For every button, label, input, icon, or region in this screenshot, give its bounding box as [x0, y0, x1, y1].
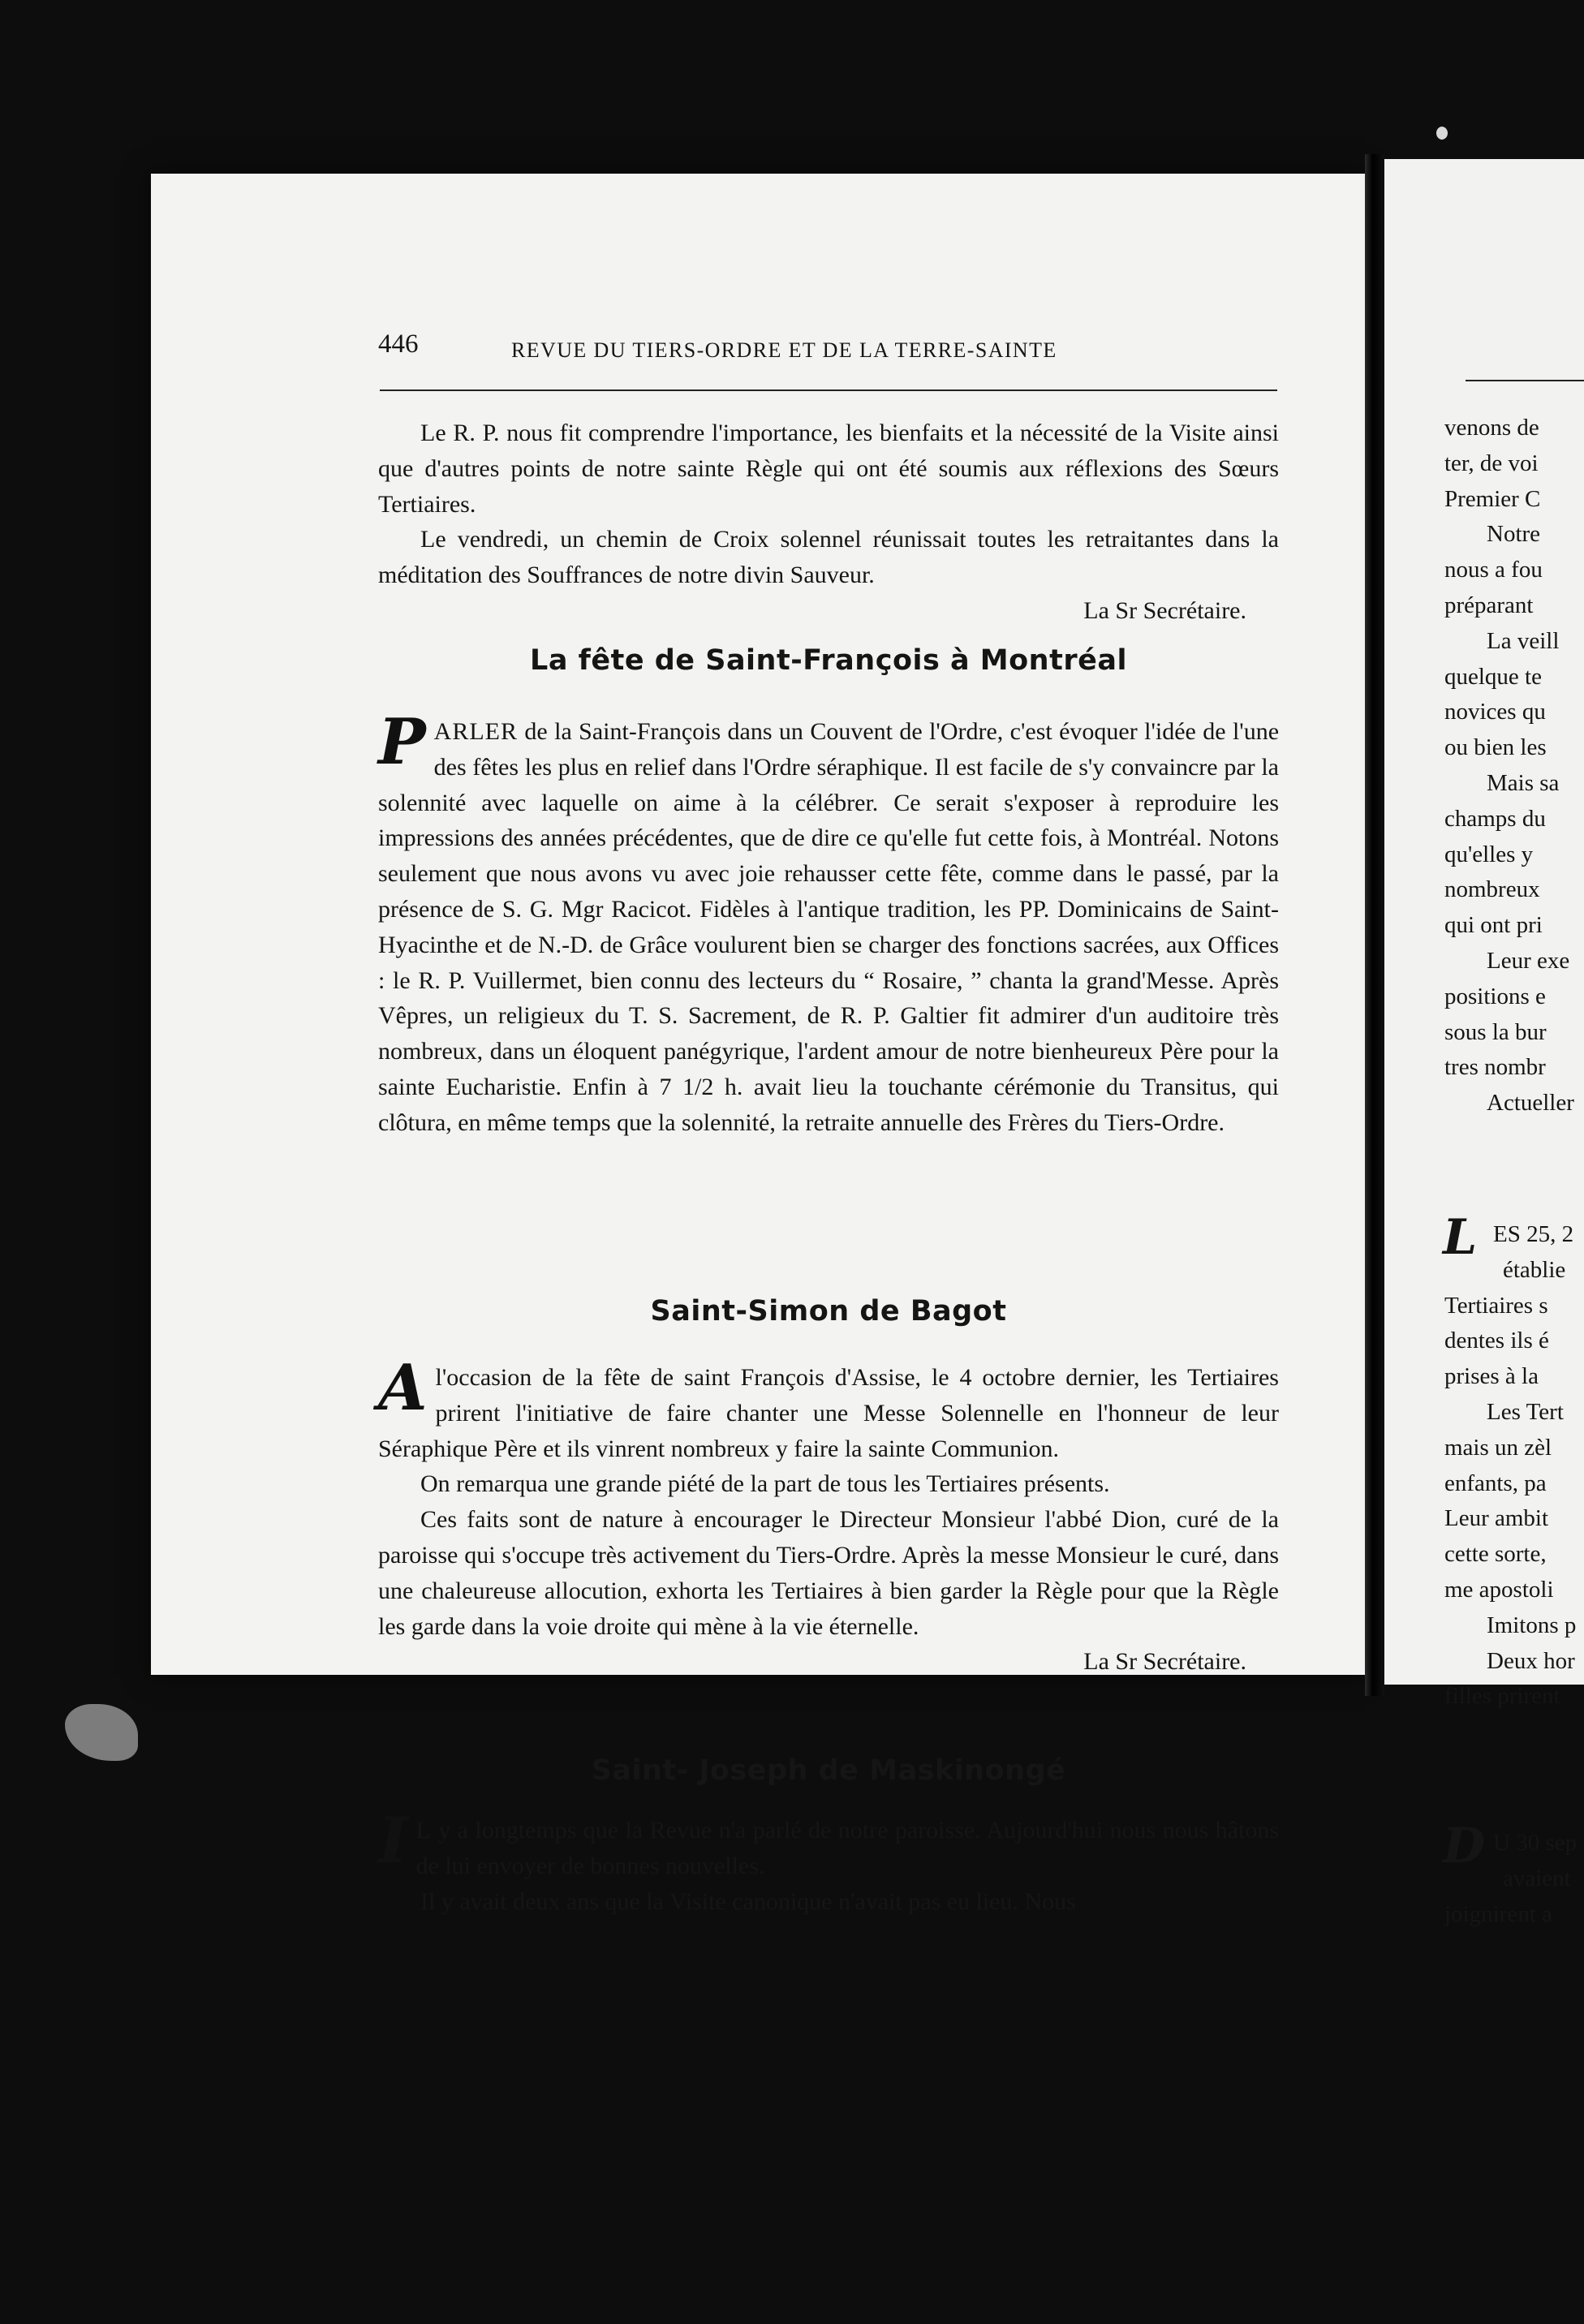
- right-fragment-line: qui ont pri: [1444, 912, 1543, 939]
- right-fragment-line: sous la bur: [1444, 1018, 1547, 1045]
- scan-debris: [65, 1704, 138, 1761]
- intro-paragraph-1: Le R. P. nous fit comprendre l'importance, les bienfaits et la nécessité de la Visite ainsi que d'autres points de notre sainte Règle qui ont été soumis aux réflexions des Sœurs Tertiaires.: [378, 420, 1279, 518]
- lead-letter: L: [415, 1817, 432, 1844]
- right-fragment-line: prises à la: [1444, 1363, 1539, 1390]
- right-fragment-line: nous a fou: [1444, 557, 1543, 583]
- intro-paragraph-2: Le vendredi, un chemin de Croix solennel réunissait toutes les retraitantes dans la méditation des Souffrances de notre divin Sauveur.: [378, 526, 1279, 589]
- page-number: 446: [378, 329, 419, 359]
- right-fragment-line: Deux hor: [1487, 1647, 1575, 1674]
- right-fragment-line: tres nombr: [1444, 1054, 1546, 1081]
- dropcap-p: P: [378, 705, 426, 779]
- intro-signature: La Sr Secrétaire.: [1083, 596, 1246, 624]
- maskinonge-paragraph-2: Il y avait deux ans que la Visite canonique n'avait pas eu lieu. Nous: [420, 1887, 1076, 1915]
- right-fragment-line: ES 25, 2: [1493, 1221, 1574, 1247]
- right-fragment-line: ou bien les: [1444, 734, 1547, 761]
- running-head: REVUE DU TIERS-ORDRE ET DE LA TERRE-SAINTE: [511, 338, 1057, 362]
- bagot-paragraph-2: On remarqua une grande piété de la part de tous les Tertiaires présents.: [420, 1470, 1110, 1498]
- maskinonge-paragraph-1: y a longtemps que la Revue n'a parlé de notre paroisse. Aujourd'hui nous nous hâtons de lui envoyer de bonnes nouvelles.: [415, 1817, 1279, 1879]
- right-header-rule: [1466, 380, 1584, 381]
- right-fragment-line: Les Tert: [1487, 1399, 1564, 1425]
- header-rule: [380, 389, 1277, 391]
- right-fragment-line: Leur exe: [1487, 948, 1570, 974]
- right-fragment-line: ter, de voi: [1444, 450, 1539, 476]
- right-fragment-line: établie: [1503, 1256, 1566, 1283]
- right-fragment-line: venons de: [1444, 415, 1539, 441]
- right-fragment-line: Leur ambit: [1444, 1505, 1549, 1532]
- bagot-paragraph-1: l'occasion de la fête de saint François d'Assise, le 4 octobre dernier, les Tertiaires prirent l'initiative de faire chanter une Messe Solennelle en l'honneur de leur Séraphique Père et ils vinrent nombreux y faire la sainte Communion.: [378, 1364, 1279, 1462]
- bagot-paragraph-3: Ces faits sont de nature à encourager le Directeur Monsieur l'abbé Dion, curé de la paroisse qui s'occupe très activement du Tiers-Ordre. Après la messe Monsieur le curé, dans une chaleureuse allocution, exhorta les Tertiaires à bien garder la Règle pour que la Règle les garde dans la voie droite qui mène à la vie éternelle.: [378, 1506, 1279, 1640]
- right-fragment-line: préparant: [1444, 592, 1534, 618]
- right-fragment-line: quelque te: [1444, 663, 1542, 690]
- bagot-signature: La Sr Secrétaire.: [1083, 1648, 1246, 1676]
- right-fragment-line: Actueller: [1487, 1090, 1574, 1117]
- lead-word: ARLER: [433, 718, 518, 745]
- right-fragment-line: mais un zèl: [1444, 1434, 1552, 1461]
- right-fragment-line: Premier C: [1444, 485, 1541, 512]
- dropcap-a: A: [378, 1351, 428, 1425]
- right-fragment-line: U 30 sep: [1493, 1830, 1578, 1856]
- right-fragment-line: qu'elles y: [1444, 841, 1534, 867]
- right-fragment-line: La veill: [1487, 627, 1560, 654]
- section-body-montreal: [378, 705, 1280, 1141]
- right-fragment-line: Imitons p: [1487, 1612, 1577, 1638]
- right-fragment-line: cette sorte,: [1444, 1541, 1547, 1568]
- right-fragment-line: avaient: [1503, 1865, 1571, 1891]
- right-fragment-line: Mais sa: [1487, 770, 1560, 796]
- section-title-maskinonge: Saint- Joseph de Maskinongé: [591, 1754, 1066, 1787]
- right-fragment-line: nombreux: [1444, 876, 1540, 903]
- right-fragment-line: champs du: [1444, 805, 1546, 832]
- section-title-montreal: La fête de Saint-François à Montréal: [530, 644, 1127, 677]
- right-dropcap-l: L: [1443, 1209, 1478, 1266]
- right-fragment-line: dentes ils é: [1444, 1328, 1549, 1354]
- right-dropcap-d: D: [1443, 1818, 1486, 1874]
- montreal-paragraph: de la Saint-François dans un Couvent de l'Ordre, c'est évoquer l'idée de l'une des fêtes les plus en relief dans l'Ordre séraphique. Il est facile de s'y convaincre par la solennité avec laquelle on aime à la célébrer. Ce serait s'exposer à reproduire les impressions des années précédentes, que de dire ce qu'elle fut cette fois, à Montréal. Notons seulement que nous avons vu avec joie rehausser cette fête, comme dans le passé, par la présence de S. G. Mgr Racicot. Fidèles à l'antique tradition, les PP. Dominicains de Saint-Hyacinthe et de N.-D. de Grâce voulurent bien se charger des fonctions sacrées, aux Offices : le R. P. Vuillermet, bien connu des lecteurs du “ Rosaire, ” chanta la grand'Messe. Après Vêpres, un religieux du T. S. Sacrement, de R. P. Galtier fit admirer d'un auditoire très nombreux, dans un éloquent panégyrique, l'ardent amour de notre bienheureux Père pour la sainte Eucharistie. Enfin à 7 1/2 h. avait lieu la touchante cérémonie du Transitus, qui clôtura, en même temps que la solennité, la retraite annuelle des Frères du Tiers-Ordre.: [378, 718, 1280, 1136]
- scan-speck: [1436, 127, 1448, 140]
- dropcap-i: I: [378, 1804, 408, 1878]
- right-fragment-line: enfants, pa: [1444, 1470, 1547, 1496]
- section-body-bagot: [378, 1351, 1279, 1680]
- right-fragment-line: me apostoli: [1444, 1577, 1554, 1603]
- right-fragment-line: filles prirent: [1444, 1683, 1560, 1710]
- section-body-maskinonge: [378, 1804, 1279, 1919]
- intro-block: [378, 415, 1279, 629]
- book-gutter: [1365, 154, 1384, 1696]
- right-fragment-line: Notre: [1487, 521, 1541, 548]
- section-title-bagot: Saint-Simon de Bagot: [650, 1295, 1007, 1328]
- right-fragment-line: novices qu: [1444, 699, 1546, 725]
- right-fragment-line: Tertiaires s: [1444, 1292, 1548, 1319]
- right-fragment-line: positions e: [1444, 983, 1546, 1009]
- right-fragment-line: joignirent a: [1444, 1900, 1552, 1927]
